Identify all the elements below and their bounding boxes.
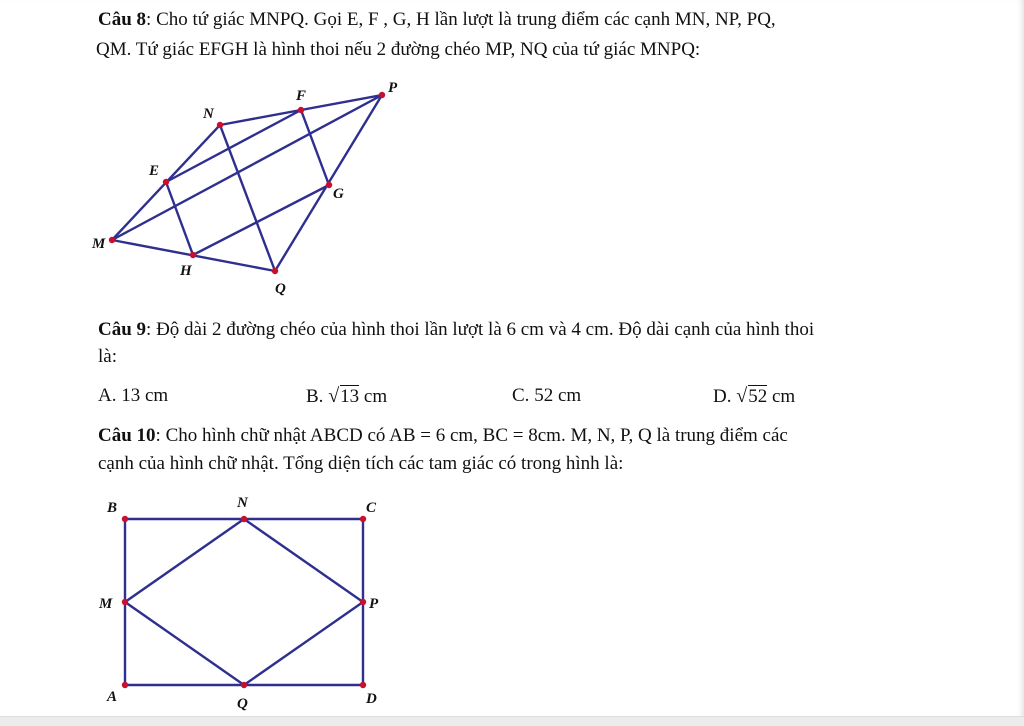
q9-option-a-value: 13 cm xyxy=(121,385,169,406)
q10-label-n: N xyxy=(237,495,248,511)
q10-label-b: B xyxy=(107,500,118,516)
q8-label-m: M xyxy=(92,236,106,252)
q10-point-a xyxy=(122,682,128,688)
q10-side-qm xyxy=(125,602,244,685)
q10-side-pq xyxy=(244,602,363,685)
q9-option-d-sqrt: √ xyxy=(736,385,748,407)
q10-point-q xyxy=(241,682,247,688)
q10-label-a: A xyxy=(107,689,118,705)
q8-label: Câu 8 xyxy=(98,9,147,30)
q9-option-d-unit: cm xyxy=(767,386,796,407)
q9-option-d-prefix: D. xyxy=(713,386,737,407)
q9-option-b-sqrt: √ xyxy=(328,385,340,407)
q10-point-p xyxy=(360,599,366,605)
q10-label-m: M xyxy=(99,596,113,612)
q8-text-1: : Cho tứ giác MNPQ. Gọi E, F , G, H lần lượt là trung điểm các cạnh MN, NP, PQ, xyxy=(146,9,776,30)
q9-option-a-prefix: A. xyxy=(98,385,122,406)
q9-option-c-value: 52 cm xyxy=(534,385,582,406)
q10-label-d: D xyxy=(366,691,377,707)
q8-label-e: E xyxy=(149,163,160,179)
q10-side-np xyxy=(244,519,363,602)
q10-point-m xyxy=(122,599,128,605)
q8-label-n: N xyxy=(203,106,214,122)
q10-points xyxy=(122,516,366,688)
q9-option-d-radicand: 52 xyxy=(748,386,768,407)
q9-label: Câu 9 xyxy=(98,319,147,340)
q8-label-g: G xyxy=(333,186,344,202)
q10-label-p: P xyxy=(369,596,379,612)
q10-side-mn xyxy=(125,519,244,602)
q10-point-b xyxy=(122,516,128,522)
q8-label-h: H xyxy=(180,263,192,279)
q10-point-d xyxy=(360,682,366,688)
q8-line-2: QM. Tứ giác EFGH là hình thoi nếu 2 đường chéo MP, NQ của tứ giác MNPQ: xyxy=(96,39,701,60)
q10-line-2: cạnh của hình chữ nhật. Tổng diện tích các tam giác có trong hình là: xyxy=(98,453,624,474)
q9-option-b-radicand: 13 xyxy=(340,386,360,407)
q10-point-n xyxy=(241,516,247,522)
q10-label: Câu 10 xyxy=(98,425,156,446)
q9-option-c-prefix: C. xyxy=(512,385,535,406)
q10-label-q: Q xyxy=(237,696,248,712)
q10-point-c xyxy=(360,516,366,522)
q9-line-2: là: xyxy=(98,346,117,367)
q8-label-p: P xyxy=(388,80,398,96)
q10-rhombus xyxy=(125,519,363,685)
q9-text-1: : Độ dài 2 đường chéo của hình thoi lần lượt là 6 cm và 4 cm. Độ dài cạnh của hình thoi xyxy=(146,319,815,340)
q9-option-b-unit: cm xyxy=(359,386,388,407)
q8-label-f: F xyxy=(296,88,307,104)
q8-label-q: Q xyxy=(275,281,286,297)
q10-text-1: : Cho hình chữ nhật ABCD có AB = 6 cm, BC = 8cm. M, N, P, Q là trung điểm các xyxy=(155,425,788,446)
q9-option-b-prefix: B. xyxy=(306,386,329,407)
q10-label-c: C xyxy=(366,500,377,516)
q10-rectangle xyxy=(125,519,363,685)
